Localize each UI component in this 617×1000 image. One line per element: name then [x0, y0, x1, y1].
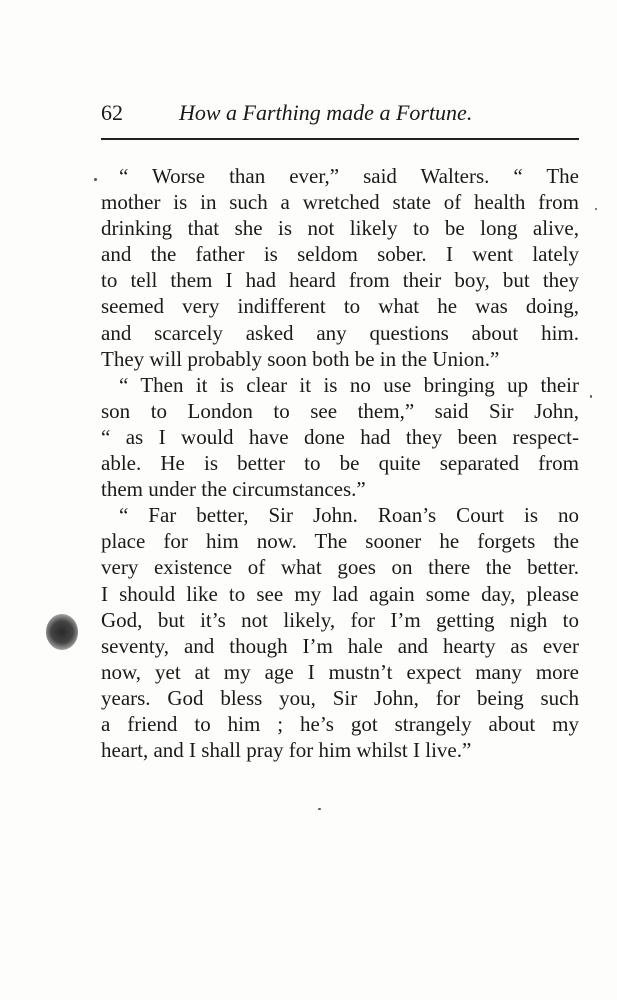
text-line: a friend to him ; he’s got strangely about my — [101, 711, 579, 736]
page-number: 62 — [101, 100, 123, 125]
text-line: They will probably soon both be in the Union.” — [101, 346, 500, 371]
text-line: to tell them I had heard from their boy, but they — [101, 268, 579, 293]
text-line: and scarcely asked any questions about him. — [101, 320, 579, 345]
text-line: “ as I would have done had they been respect- — [101, 424, 579, 449]
text-line: able. He is better to be quite separated from — [101, 451, 579, 476]
text-line: heart, and I shall pray for him whilst I live.” — [101, 738, 472, 763]
ink-blot — [46, 614, 78, 650]
text-line: years. God bless you, Sir John, for being such — [101, 685, 579, 710]
text-line: mother is in such a wretched state of health from — [101, 190, 579, 215]
header-rule — [101, 138, 579, 140]
text-line: them under the circumstances.” — [101, 477, 366, 502]
text-line: seventy, and though I’m hale and hearty as ever — [101, 633, 579, 658]
text-line: “ Then it is clear it is no use bringing up their — [119, 372, 579, 397]
text-line: place for him now. The sooner he forgets the — [101, 529, 579, 554]
ink-speck — [318, 808, 321, 810]
ink-speck — [595, 208, 597, 210]
text-line: I should like to see my lad again some day, please — [101, 581, 579, 606]
text-line: seemed very indifferent to what he was doing, — [101, 294, 579, 319]
text-line: “ Worse than ever,” said Walters. “ The — [119, 164, 579, 188]
text-line: drinking that she is not likely to be long alive, — [101, 216, 579, 241]
text-line: and the father is seldom sober. I went lately — [101, 242, 579, 267]
ink-speck — [94, 178, 97, 181]
running-head — [101, 96, 579, 130]
ink-speck — [590, 395, 592, 398]
text-line: son to London to see them,” said Sir John, — [101, 398, 579, 423]
running-title: How a Farthing made a Fortune. — [179, 100, 473, 125]
body-text — [101, 163, 579, 763]
text-line: “ Far better, Sir John. Roan’s Court is no — [119, 503, 579, 528]
text-line: very existence of what goes on there the better. — [101, 555, 579, 580]
text-line: now, yet at my age I mustn’t expect many more — [101, 659, 579, 684]
text-line: God, but it’s not likely, for I’m getting nigh to — [101, 607, 579, 632]
